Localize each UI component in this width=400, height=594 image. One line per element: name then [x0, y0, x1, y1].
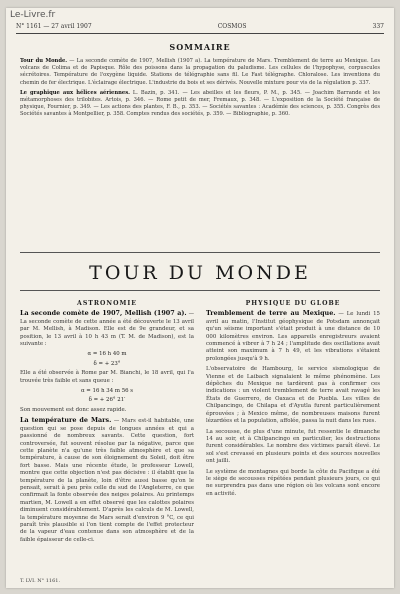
running-header: [16, 20, 384, 32]
article-text: — Mars est-il habitable, une question qui se pose depuis de longues années et qui a passionné de nombreux savants. Cette question, fort controversée, fut souvent résolue par la négative, parce que cette planète n'a qu'une très faible atmosphère et que sa température, à cause de son éloignement du Soleil, doit être fort basse. Mais une récente étude, le professeur Lowell, montre que cette objection n'est pas décisive : il établit que la température de la planète, loin d'être aussi basse qu'on le pensait, serait à peu près celle du sud de l'Angleterre, ce que confirmait la fonte observée des neiges polaires. Au printemps martien, M. Lowell a en effet observé que les calottes polaires diminuent considérablement. D'après les calculs de M. Lowell, la température moyenne de Mars serait d'environ 9 °C, ce qui paraît très plausible si l'on tient compte de l'effet protecteur de la vapeur d'eau contenue dans son atmosphère et de la faible épaisseur de celle-ci.: [20, 418, 194, 543]
header-rule: [16, 33, 384, 34]
issue-label: N° 1161 — 27 avril 1907: [16, 22, 92, 30]
section-heading: ASTRONOMIE: [77, 300, 137, 307]
article-title: La seconde comète de 1907, Mellish (1907 a).: [20, 309, 187, 318]
sommaire-paragraph: [20, 90, 380, 119]
sommaire-text: L. Bazin, p. 341. — Les abeilles et les fleurs, P. M., p. 345. — Joachim Barrande et les métamorphoses des trilobites. Artois, p. 346. — Rome petit de mer, Fremaux, p. 348. — L'exposition de la Société française de physique, Fournier, p. 349. — Les actions des plantes, F. B., p. 353. — Sociétés savantes : Académie des sciences, p. 355. Congrès des Sociétés savantes à Montpellier, p. 358. Comptes rendus des sociétés, p. 359. — Bibliographie, p. 360.: [20, 89, 380, 118]
divider: [20, 290, 380, 291]
formula-line: δ = + 26° 21′: [88, 397, 126, 404]
watermark: Le-Livre.fr: [10, 10, 56, 20]
article-paragraph: Le système de montagnes qui borde la côte du Pacifique a été le siège de secousses répétées pendant plusieurs jours, ce qui ne surprendra pas dans une région où les volcans sont encore en activité.: [206, 468, 380, 497]
page-number: 337: [372, 22, 384, 30]
formula-line: α = 16 h 34 m 56 s: [80, 388, 134, 395]
formula-line: δ = + 23°: [93, 360, 121, 367]
sommaire-text: — La seconde comète de 1907, Mellish (1907 a). La température de Mars. Tremblement de terre au Mexique. Les volcans de Colima et de Papisque. Rôle des poissons dans la propagation du paludisme. Les cellules de l'hypophyse, corpuscules sécrétoires. Température de l'oxygène liquide. Stations de télégraphie sans fil. Le Fast télégraphe. Chloralose. Les inventions du chemin de fer électrique. L'éclairage électrique. L'industrie du bois et ses dérivés. Nouvelle mixture pour vis de la régulation p. 337.: [20, 58, 380, 86]
article-text: — Le lundi 15 avril au matin, l'Institut géophysique de Potsdam annonçait qu'un séisme important s'était produit à une distance de 10 000 kilomètres environ. Les appareils enregistreurs avaient commencé à vibrer à 7 h 24 ; l'amplitude des oscillations avait atteint son maximum à 7 h 49, et les vibrations s'étaient prolongées jusqu'à 9 h.: [206, 311, 380, 362]
article-paragraph: Elle a été observée à Rome par M. Bianchi, le 18 avril, qui l'a trouvée très faible et sans queue :: [20, 370, 194, 384]
article-paragraph: [206, 310, 380, 363]
article-paragraph: [20, 417, 194, 544]
article-paragraph: Son mouvement est donc assez rapide.: [20, 406, 127, 413]
right-column: [206, 300, 380, 501]
article-text: — La seconde comète de cette année a été découverte le 13 avril par M. Mellish, à Madison. Elle est de 9e grandeur, et sa position, le 13 avril à 10 h 43 m (T. M. de Madison), est la suivante :: [20, 311, 194, 348]
sommaire-lead: Le graphique aux hélices aériennes.: [20, 89, 130, 96]
journal-name: COSMOS: [217, 22, 247, 30]
sommaire-lead: Tour du Monde.: [20, 58, 68, 64]
formula-line: α = 16 h 40 m: [87, 351, 127, 358]
sommaire-body: [20, 58, 380, 122]
main-title: TOUR DU MONDE: [89, 262, 311, 284]
divider: [20, 252, 380, 253]
journal-page: [6, 8, 394, 588]
section-heading: PHYSIQUE DU GLOBE: [245, 300, 341, 307]
article-title: Tremblement de terre au Mexique.: [206, 309, 336, 318]
article-title: La température de Mars.: [20, 416, 112, 425]
sommaire-title: SOMMAIRE: [169, 42, 231, 52]
article-paragraph: L'observatoire de Hambourg, le service sismologique de Vienne et de Laibach signalaient le même phénomène. Les dépêches du Mexique ne tardèrent pas à confirmer ces indications : un violent tremblement de terre avait ravagé les États de Guerrero, de Oaxaca et de Puebla. Les villes de Chilpancingo, de Chilapa et d'Ayutla furent particulièrement éprouvées ; à Mexico même, de nombreuses maisons furent lézardées et la population, affolée, passa la nuit dans les rues.: [206, 366, 380, 425]
page-footnote: T. LVI. N° 1161.: [20, 578, 61, 584]
article-paragraph: [20, 310, 194, 348]
sommaire-paragraph: [20, 58, 380, 87]
article-paragraph: La secousse, de plus d'une minute, fut ressentie le dimanche 14 au soir, et à Chilpancingo en particulier, les destructions furent considérables. Le nombre des victimes paraît élevé. Le sol s'est crevassé en plusieurs points et des sources nouvelles ont jailli.: [206, 428, 380, 465]
left-column: [20, 300, 194, 547]
